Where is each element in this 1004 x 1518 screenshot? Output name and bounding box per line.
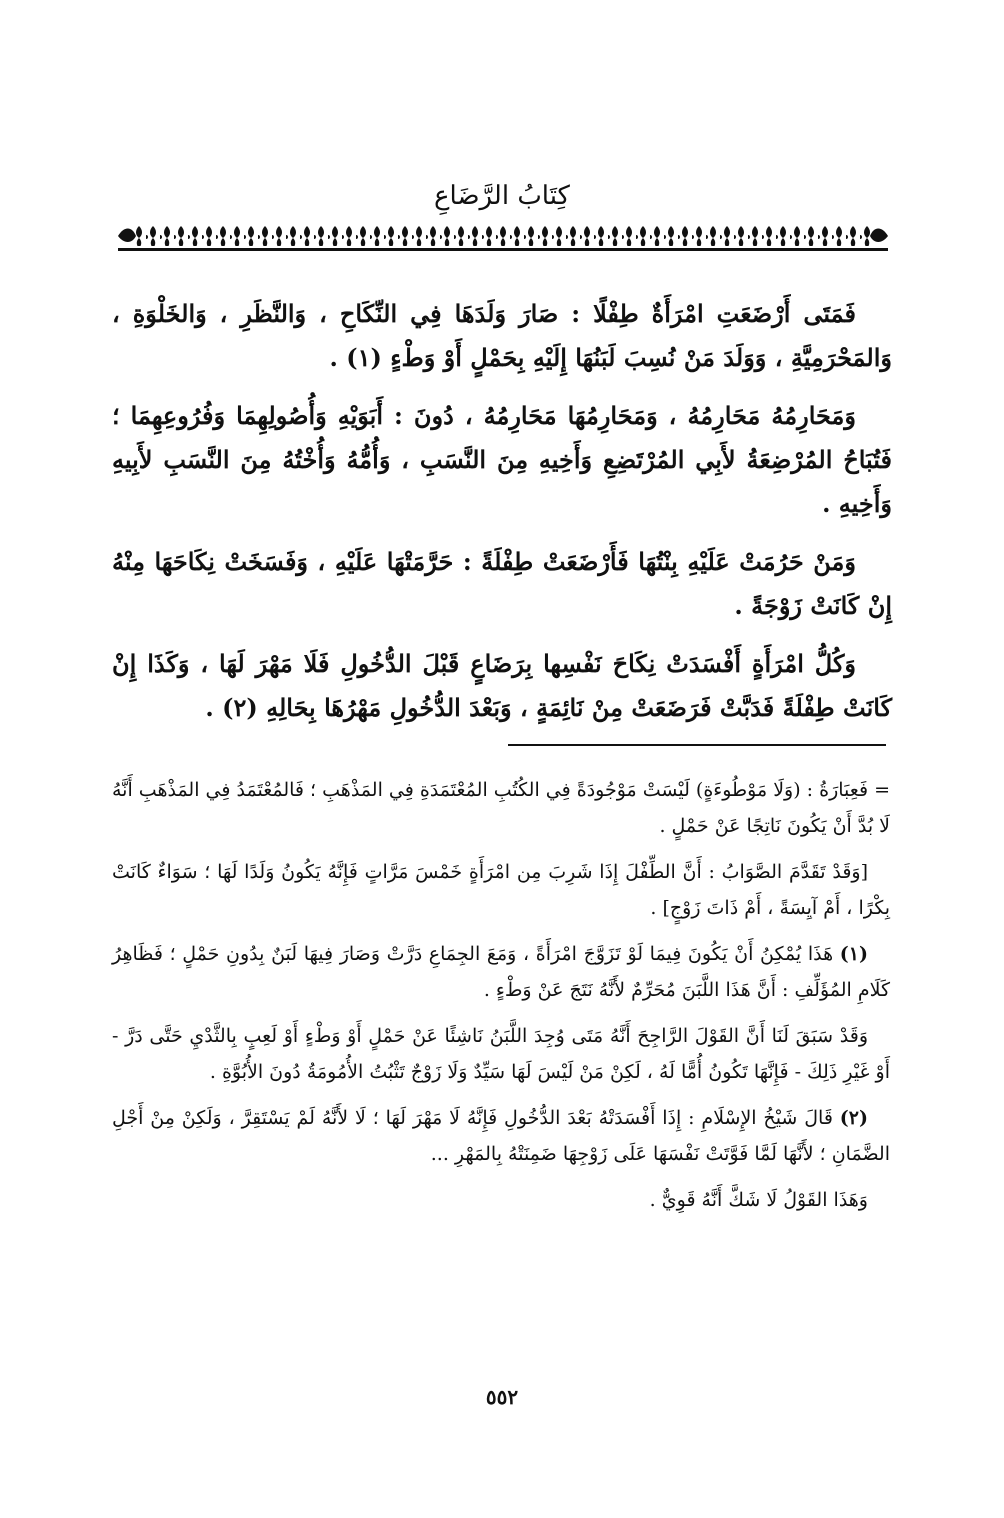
footnote [112, 1182, 890, 1218]
footnote-text: وَقَدْ سَبَقَ لَنَا أَنَّ القَوْلَ الرَّاجِحَ أَنَّهُ مَتَى وُجِدَ اللَّبَنُ نَاشِئًا عَنْ حَمْلٍ أَوْ وَطْءٍ أَوْ لَعِبٍ بِالثَّدْيِ حَتَّى دَرَّ - أَوْ غَيْرِ ذَلِكَ - فَإِنَّهَا تَكُونُ أُمًّا لَهُ ، لَكِنْ مَنْ لَيْسَ لَهَا سَيِّدٌ وَلَا زَوْجٌ تَثْبُتُ الأُمُومَةُ دُونَ الأُبُوَّةِ . [112, 1025, 890, 1083]
page-number: ٥٥٢ [485, 1385, 519, 1409]
footnote-text: [وَقَدْ تَقَدَّمَ الصَّوَابُ : أَنَّ الطِّفْلَ إِذَا شَرِبَ مِن امْرَأَةٍ خَمْسَ مَرَّاتٍ فَإِنَّهُ يَكُونُ وَلَدًا لَهَا ؛ سَوَاءٌ كَانَتْ بِكْرًا ، أَمْ آيِسَةً ، أَمْ ذَاتَ زَوْجٍ] . [112, 861, 890, 919]
footnotes [112, 772, 890, 1228]
footnote-marker: (٢) [839, 1107, 868, 1129]
chapter-title: كِتَابُ الرَّضَاعِ [434, 181, 570, 211]
main-text [112, 292, 892, 744]
ornament-divider [118, 222, 888, 252]
paragraph-text: فَمَتَى أَرْضَعَتِ امْرَأَةٌ طِفْلًا : صَارَ وَلَدَهَا فِي النِّكَاحِ ، وَالنَّظَرِ ، وَالخَلْوَةِ ، وَالمَحْرَمِيَّةِ ، وَوَلَدَ مَنْ نُسِبَ لَبَنُهَا إِلَيْهِ بِحَمْلٍ أَوْ وَطْءٍ (١) . [112, 299, 892, 372]
paragraph [112, 394, 892, 526]
paragraph [112, 292, 892, 380]
footnote-text: هَذَا يُمْكِنُ أَنْ يَكُونَ فِيمَا لَوْ تَزَوَّجَ امْرَأَةً ، وَمَعَ الجِمَاعِ دَرَّتْ وَصَارَ فِيهَا لَبَنٌ بِدُونِ حَمْلٍ ؛ فَظَاهِرُ كَلَامِ المُؤَلِّفِ : أَنَّ هَذَا اللَّبَنَ مُحَرِّمٌ لأَنَّهُ نَتَجَ عَنْ وَطْءٍ . [112, 943, 890, 1001]
footnote-marker: (١) [839, 943, 869, 965]
footnote [112, 1100, 890, 1172]
paragraph [112, 642, 892, 730]
footnote-text: وَهَذَا القَوْلُ لَا شَكَّ أَنَّهُ قَوِيٌّ . [649, 1189, 868, 1211]
footnote-text: = فَعِبَارَةُ : (وَلَا مَوْطُوءَةٍ) لَيْسَتْ مَوْجُودَةً فِي الكُتُبِ المُعْتَمَدَةِ فِي المَذْهَبِ ؛ فَالمُعْتَمَدُ فِي المَذْهَبِ أَنَّهُ لَا بُدَّ أَنْ يَكُونَ نَاتِجًا عَنْ حَمْلٍ . [112, 779, 890, 837]
footnote [112, 854, 890, 926]
footnote [112, 1018, 890, 1090]
footnote-text: قَالَ شَيْخُ الإِسْلَامِ : إِذَا أَفْسَدَتْهُ بَعْدَ الدُّخُولِ فَإِنَّهُ لَا مَهْرَ لَهَا ؛ لَا لأَنَّهُ لَمْ يَسْتَقِرَّ ، وَلَكِنْ مِنْ أَجْلِ الضَّمَانِ ؛ لأَنَّهَا لَمَّا فَوَّتَتْ نَفْسَهَا عَلَى زَوْجِهَا ضَمِنَتْهُ بِالمَهْرِ ... [112, 1107, 890, 1165]
footnote [112, 936, 890, 1008]
paragraph [112, 540, 892, 628]
footnote-separator [508, 744, 886, 746]
paragraph-text: وَمَحَارِمُهُ مَحَارِمُهُ ، وَمَحَارِمُهَا مَحَارِمُهُ ، دُونَ : أَبَوَيْهِ وَأُصُولِهِمَا وَفُرُوعِهِمَا ؛ فَتُبَاحُ المُرْضِعَةُ لأَبِي المُرْتَضِعِ وَأَخِيهِ مِنَ النَّسَبِ ، وَأُمُّهُ وَأُخْتُهُ مِنَ النَّسَبِ لأَبِيهِ وَأَخِيهِ . [112, 401, 892, 518]
paragraph-text: وَكُلُّ امْرَأَةٍ أَفْسَدَتْ نِكَاحَ نَفْسِها بِرَضَاعٍ قَبْلَ الدُّخُولِ فَلَا مَهْرَ لَهَا ، وَكَذَا إِنْ كَانَتْ طِفْلَةً فَدَبَّتْ فَرَضَعَتْ مِنْ نَائِمَةٍ ، وَبَعْدَ الدُّخُولِ مَهْرُهَا بِحَالِهِ (٢) . [112, 649, 892, 722]
paragraph-text: وَمَنْ حَرُمَتْ عَلَيْهِ بِنْتُهَا فَأَرْضَعَتْ طِفْلَةً : حَرَّمَتْهَا عَلَيْهِ ، وَفَسَخَتْ نِكَاحَهَا مِنْهُ إِنْ كَانَتْ زَوْجَةً . [112, 547, 892, 620]
footnote [112, 772, 890, 844]
